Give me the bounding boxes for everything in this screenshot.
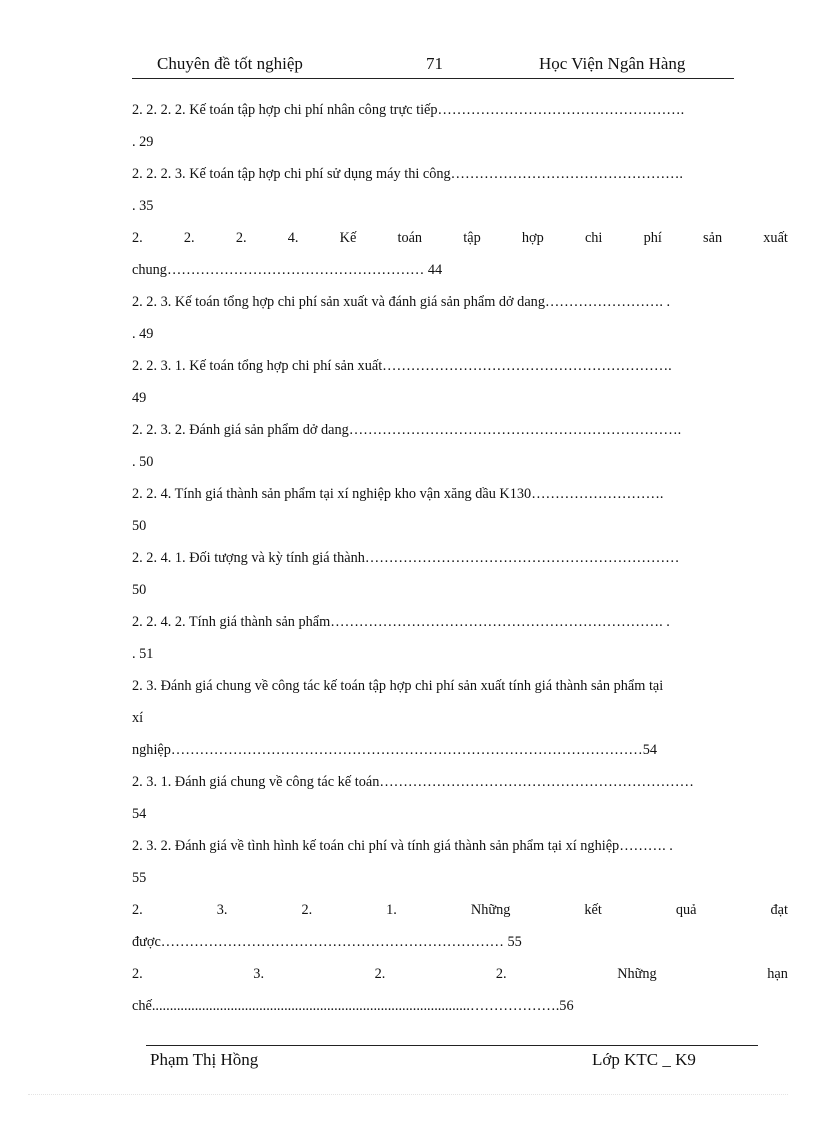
toc-entry-page: 50 <box>132 582 147 598</box>
toc-entry-text: 2. 2. 4. 1. Đối tượng và kỳ tính giá thành………………………………………………………… <box>132 550 680 566</box>
toc-entry-page: được……………………………………………………………… 55 <box>132 934 522 950</box>
toc-entry-text: 2. 2. 4. 2. Tính giá thành sản phẩm……………………………………………………………. . <box>132 614 670 630</box>
toc-word: 2. <box>183 230 195 246</box>
toc-word: hạn <box>767 966 788 982</box>
toc-entry-page: 54 <box>132 806 147 822</box>
toc-word: 2. <box>132 966 143 982</box>
toc-entry <box>132 286 788 350</box>
header-institution: Học Viện Ngân Hàng <box>539 54 686 73</box>
toc-entry <box>132 894 788 958</box>
toc-entry-page: . 29 <box>132 134 154 150</box>
page-bottom-divider <box>28 1094 788 1095</box>
toc-entry <box>132 542 788 606</box>
toc-word: 2. <box>132 230 143 246</box>
toc-entry-text: 2. 3. Đánh giá chung về công tác kế toán tập hợp chi phí sản xuất tính giá thành sản phẩm tại <box>132 678 664 694</box>
toc-entry-page: nghiệp………………………………………………………………………………………54 <box>132 742 658 758</box>
toc-entry <box>132 414 788 478</box>
toc-entry <box>132 606 788 670</box>
footer-divider <box>146 1045 758 1046</box>
toc-entry-text: 2. 3. 1. Đánh giá chung về công tác kế toán………………………………………………………… <box>132 774 694 790</box>
toc-word: Những <box>617 966 657 982</box>
toc-word: 3. <box>253 966 265 982</box>
footer-class: Lớp KTC _ K9 <box>592 1050 696 1069</box>
toc-word: 1. <box>386 902 397 918</box>
toc-entry-text: 2. 2. 3. 1. Kế toán tổng hợp chi phí sản xuất……………………………………………………. <box>132 358 672 374</box>
page-header <box>132 52 734 79</box>
table-of-contents <box>132 94 788 1022</box>
toc-word: đạt <box>770 902 788 918</box>
toc-word: phí <box>643 230 662 246</box>
toc-entry-page: . 35 <box>132 198 154 214</box>
header-title: Chuyên đề tốt nghiệp <box>157 54 303 73</box>
toc-entry <box>132 958 788 1022</box>
toc-entry-text: 2. 2. 3. 2. Đánh giá sản phẩm dở dang……………………………………………………………. <box>132 422 682 438</box>
toc-word: chi <box>584 230 603 246</box>
toc-entry-page: . 51 <box>132 646 154 662</box>
toc-word: 2. <box>495 966 507 982</box>
toc-entry-justified-line <box>132 958 788 990</box>
toc-word: hợp <box>521 230 544 246</box>
toc-word: 2. <box>132 902 143 918</box>
toc-entry <box>132 222 788 286</box>
toc-entry-text-cont: xí <box>132 710 144 726</box>
toc-word: kết <box>584 902 602 918</box>
toc-word: quả <box>675 902 697 918</box>
toc-entry-page: 55 <box>132 870 147 886</box>
toc-entry-page: chung……………………………………………… 44 <box>132 262 443 278</box>
toc-entry-page: . 50 <box>132 454 154 470</box>
toc-word: 2. <box>301 902 313 918</box>
toc-word: tập <box>463 230 481 246</box>
toc-word: Kế <box>339 230 357 246</box>
toc-word: 2. <box>374 966 386 982</box>
toc-word: sản <box>703 230 723 246</box>
toc-entry-page: chế.........................................................................................……………….56 <box>132 998 574 1014</box>
toc-word: toán <box>397 230 423 246</box>
toc-entry-text: 2. 2. 2. 2. Kế toán tập hợp chi phí nhân công trực tiếp……………………………………………. <box>132 102 685 118</box>
toc-entry-justified-line <box>132 894 788 926</box>
toc-word: 4. <box>287 230 299 246</box>
toc-entry <box>132 350 788 414</box>
toc-word: 2. <box>235 230 247 246</box>
toc-entry-text: 2. 3. 2. Đánh giá về tình hình kế toán chi phí và tính giá thành sản phẩm tại xí nghiệp………. . <box>132 838 673 854</box>
toc-word: 3. <box>216 902 228 918</box>
toc-entry <box>132 158 788 222</box>
toc-entry <box>132 670 788 766</box>
toc-entry-page: . 49 <box>132 326 154 342</box>
footer-author: Phạm Thị Hồng <box>150 1050 259 1069</box>
toc-entry <box>132 478 788 542</box>
toc-entry-text: 2. 2. 4. Tính giá thành sản phẩm tại xí nghiệp kho vận xăng dầu K130………………………. <box>132 486 664 502</box>
toc-entry <box>132 94 788 158</box>
toc-entry-page: 50 <box>132 518 147 534</box>
toc-entry-text: 2. 2. 3. Kế toán tổng hợp chi phí sản xuất và đánh giá sản phẩm dở dang……………………. . <box>132 294 671 310</box>
toc-word: xuất <box>763 230 788 246</box>
toc-entry-justified-line <box>132 222 788 254</box>
toc-entry <box>132 830 788 894</box>
toc-word: Những <box>470 902 511 918</box>
toc-entry-page: 49 <box>132 390 147 406</box>
header-page-number: 71 <box>426 54 443 73</box>
toc-entry-text: 2. 2. 2. 3. Kế toán tập hợp chi phí sử dụng máy thi công…………………………………………. <box>132 166 684 182</box>
toc-entry <box>132 766 788 830</box>
